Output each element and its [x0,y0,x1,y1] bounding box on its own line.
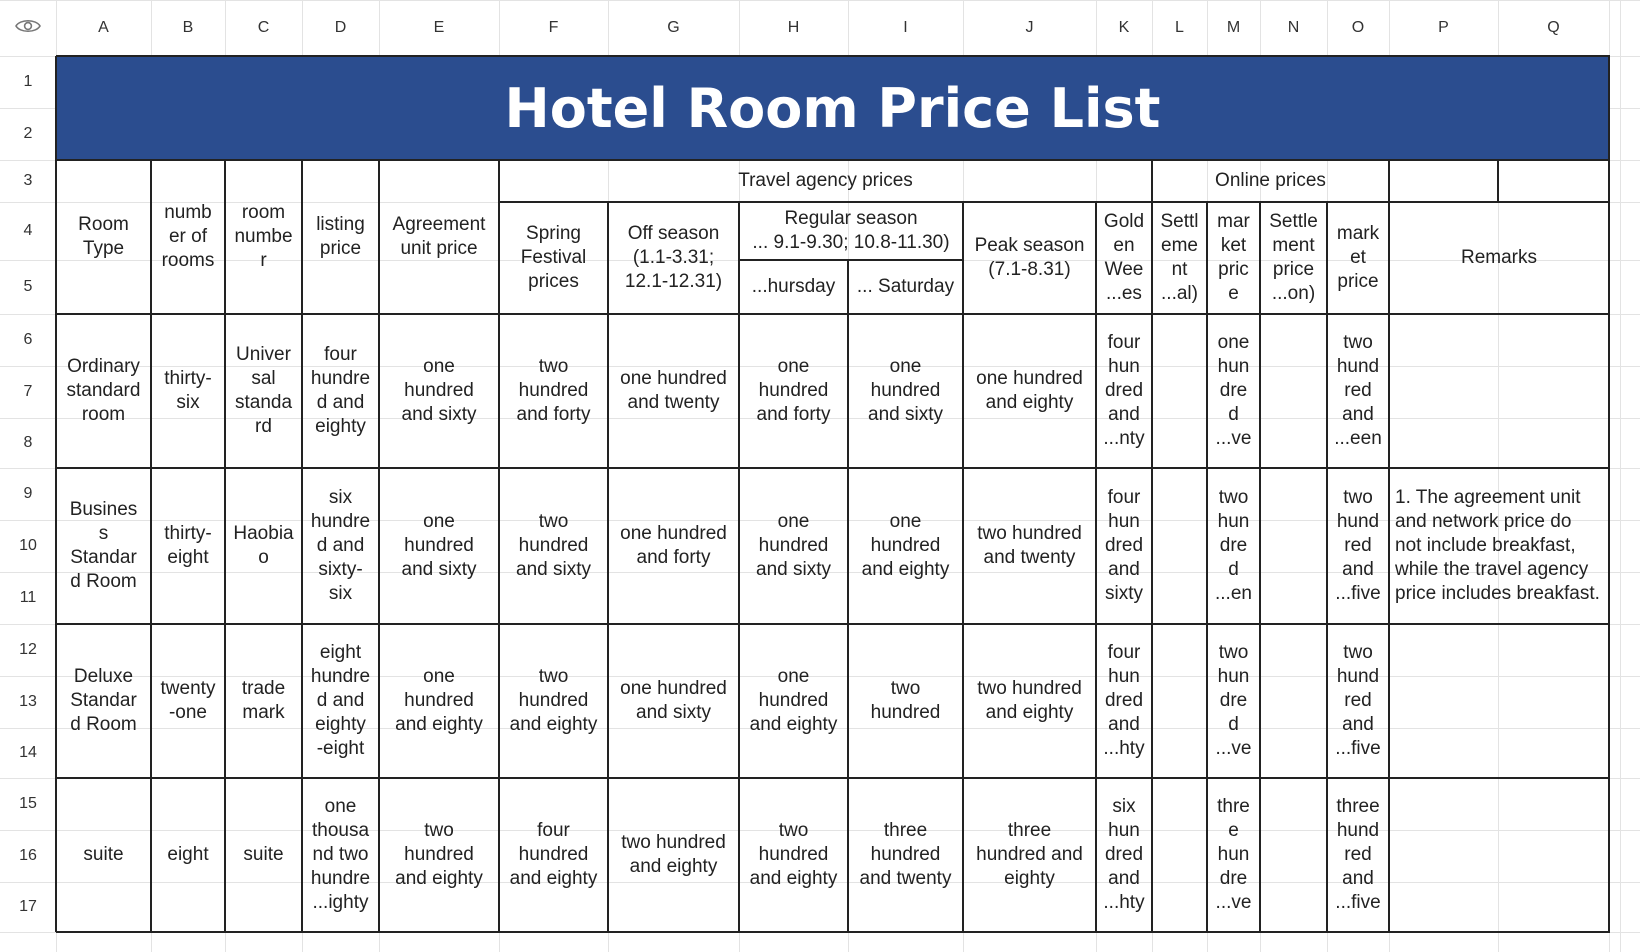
table-cell-room_number[interactable] [225,314,302,468]
table-cell-s1[interactable] [1152,624,1207,778]
cell-text: one hundred and sixty [620,678,727,723]
table-cell-count[interactable] [151,314,225,468]
grid-line [56,777,1610,779]
grid-line [56,313,1610,315]
table-cell-m2[interactable] [1327,468,1389,624]
grid-line [55,56,57,932]
table-cell-peak[interactable] [963,468,1096,624]
group-text: Travel agency prices [738,170,913,191]
cell-text: thre e hun dre ...ve [1215,796,1252,913]
cell-text: four hun dred and sixty [1104,487,1144,604]
column-header-b[interactable]: B [182,19,194,36]
row-header-16[interactable]: 16 [19,847,37,864]
table-cell-agreement[interactable] [379,624,499,778]
row-header-5[interactable]: 5 [23,278,33,295]
grid-line [847,260,849,932]
grid-line [56,55,1610,57]
grid-line [1259,202,1261,932]
group-regular-season[interactable] [739,202,963,260]
grid-line [0,0,1640,1]
grid-line [738,202,740,932]
table-cell-thu[interactable] [739,468,848,624]
table-cell-s1[interactable] [1152,778,1207,932]
table-cell-off[interactable] [608,778,739,932]
row-header-14[interactable]: 14 [19,744,37,761]
cell-text: four hun dred and ...hty [1103,642,1145,759]
cell-text: suite [243,844,284,865]
cell-text: three hundred and eighty [976,820,1083,889]
table-cell-s1[interactable] [1152,314,1207,468]
header-golden-week[interactable] [1096,202,1152,314]
table-cell-room_number[interactable] [225,624,302,778]
grid-line [499,201,1390,203]
table-cell-golden[interactable] [1096,624,1152,778]
cell-text: one hundred and sixty [401,511,477,580]
cell-text: two hundred [870,678,941,723]
cell-text: two hundred and eighty [977,678,1082,723]
header-off-season[interactable] [608,202,739,314]
cell-text: eight hundre d and eighty -eight [310,642,371,759]
header-market-price-2[interactable] [1327,202,1389,314]
header-text: Gold en Wee ...es [1103,211,1145,304]
table-cell-s2[interactable] [1260,468,1327,624]
grid-line [1095,202,1097,932]
grid-line [1388,160,1390,932]
grid-line [498,160,500,932]
column-header-c[interactable]: C [257,19,270,36]
cell-text: one hundred and eighty [976,368,1083,413]
row-header-1[interactable]: 1 [23,73,33,90]
table-cell-agreement[interactable] [379,468,499,624]
header-settlement-1[interactable] [1152,202,1207,314]
header-text: mark et price [1336,223,1380,292]
cell-text: one hundred and forty [756,356,831,425]
header-text: numb er of rooms [161,202,215,271]
table-cell-spring[interactable] [499,624,608,778]
cell-text: two hundred and eighty [749,820,838,889]
table-cell-listing[interactable] [302,778,379,932]
cell-text: four hundred and eighty [509,820,598,889]
cell-text: six hun dred and ...hty [1103,796,1145,913]
group-online[interactable] [1152,160,1389,202]
table-cell-spring[interactable] [499,468,608,624]
table-cell-count[interactable] [151,468,225,624]
remarks-text: 1. The agreement unit and network price do not include breakfast, while the travel agency price includes breakfast. [1395,487,1600,604]
cell-text: one hundred and eighty [749,666,838,735]
table-cell-room_number[interactable] [225,468,302,624]
grid-line [607,202,609,932]
cell-text: two hundred and twenty [977,523,1082,568]
column-header-j[interactable]: J [1025,19,1034,36]
cell-text: two hund red and ...five [1335,642,1381,759]
eye-icon[interactable] [15,18,41,39]
select-all-corner[interactable] [0,0,56,56]
table-cell-room_type[interactable] [56,624,151,778]
grid-line [1151,160,1153,932]
table-cell-m2[interactable] [1327,778,1389,932]
column-header-l[interactable]: L [1175,19,1184,36]
header-listing-price[interactable] [302,160,379,314]
cell-text: trade mark [241,678,286,723]
table-cell-golden[interactable] [1096,778,1152,932]
column-header-k[interactable]: K [1118,19,1130,36]
cell-text: one hundred and eighty [395,666,483,735]
cell-p15[interactable] [1389,778,1609,932]
header-thursday[interactable] [739,260,848,314]
table-cell-peak[interactable] [963,624,1096,778]
grid-line [739,259,964,261]
table-cell-peak[interactable] [963,778,1096,932]
grid-line [962,202,964,932]
cell-text: Ordinary standard room [66,356,141,425]
cell-text: one hundred and sixty [756,511,831,580]
table-cell-spring[interactable] [499,314,608,468]
row-header-11[interactable]: 11 [19,589,37,606]
group-text: Regular season ... 9.1-9.30; 10.8-11.30) [752,208,950,253]
row-header-9[interactable]: 9 [23,485,33,502]
column-header-p[interactable]: P [1438,19,1449,36]
table-cell-golden[interactable] [1096,468,1152,624]
group-text: Online prices [1215,170,1326,191]
cell-text: Univer sal standa rd [234,344,293,437]
table-cell-golden[interactable] [1096,314,1152,468]
column-header-d[interactable]: D [334,19,347,36]
table-cell-agreement[interactable] [379,778,499,932]
table-cell-agreement[interactable] [379,314,499,468]
grid-line [224,160,226,932]
column-header-q[interactable]: Q [1547,19,1560,36]
grid-line [56,467,1610,469]
grid-line [150,160,152,932]
table-cell-s2[interactable] [1260,778,1327,932]
header-text: ...hursday [751,276,836,297]
header-spring-festival[interactable] [499,202,608,314]
header-remarks[interactable] [1389,202,1609,314]
cell-text: two hundred and forty [516,356,591,425]
column-header-a[interactable]: A [98,19,109,36]
column-header-m[interactable]: M [1226,19,1241,36]
table-cell-room_type[interactable] [56,314,151,468]
table-cell-thu[interactable] [739,624,848,778]
grid-line [56,159,1610,161]
row-header-6[interactable]: 6 [23,331,33,348]
column-header-n[interactable]: N [1287,19,1300,36]
header-text: ... Saturday [856,276,955,297]
cell-text: thirty- six [164,368,212,413]
cell-text: suite [83,844,124,865]
column-header-h[interactable]: H [787,19,800,36]
cell-text: two hundred and sixty [516,511,591,580]
table-cell-m1[interactable] [1207,468,1260,624]
table-cell-sat[interactable] [848,314,963,468]
cell-text: two hundred and eighty [509,666,598,735]
column-header-f[interactable]: F [548,19,559,36]
cell-text: one thousa nd two hundre ...ighty [310,796,371,913]
cell-text: one hundred and forty [620,523,727,568]
header-text: Off season (1.1-3.31; 12.1-12.31) [624,223,723,292]
row-header-4[interactable]: 4 [23,222,33,239]
cell-text: two hun dre d ...en [1215,487,1252,604]
cell-text: four hundre d and eighty [310,344,371,437]
header-text: mar ket pric e [1217,211,1250,304]
table-cell-listing[interactable] [302,624,379,778]
table-cell-m1[interactable] [1207,624,1260,778]
cell-text: Deluxe Standar d Room [70,666,137,735]
cell-text: one hun dre d ...ve [1215,332,1252,449]
grid-line [56,931,1610,933]
row-header-15[interactable]: 15 [19,795,37,812]
table-cell-listing[interactable] [302,314,379,468]
grid-line [301,160,303,932]
table-cell-s2[interactable] [1260,624,1327,778]
cell-text: two hundred and eighty [395,820,483,889]
row-header-17[interactable]: 17 [19,898,37,915]
cell-text: one hundred and eighty [861,511,950,580]
column-header-i[interactable]: I [903,19,908,36]
header-peak-season[interactable] [963,202,1096,314]
table-cell-thu[interactable] [739,314,848,468]
grid-line [56,623,1610,625]
cell-text: one hundred and sixty [868,356,943,425]
row-header-10[interactable]: 10 [19,537,37,554]
table-cell-count[interactable] [151,624,225,778]
table-cell-count[interactable] [151,778,225,932]
header-room-type[interactable] [56,160,151,314]
cell-q3[interactable] [1498,160,1609,202]
row-header-13[interactable]: 13 [19,693,37,710]
cell-p3[interactable] [1389,160,1498,202]
header-text: Peak season (7.1-8.31) [974,235,1085,280]
cell-text: one hundred and twenty [620,368,727,413]
table-cell-m1[interactable] [1207,778,1260,932]
table-cell-m2[interactable] [1327,624,1389,778]
title-text: Hotel Room Price List [504,76,1161,140]
table-cell-room_type[interactable] [56,778,151,932]
header-number-of-rooms[interactable] [151,160,225,314]
grid-line [378,160,380,932]
remarks-cell[interactable] [1389,314,1609,778]
table-cell-spring[interactable] [499,778,608,932]
table-cell-peak[interactable] [963,314,1096,468]
table-cell-off[interactable] [608,624,739,778]
header-settlement-2[interactable] [1260,202,1327,314]
table-cell-m1[interactable] [1207,314,1260,468]
header-text: listing price [316,214,365,259]
table-cell-s1[interactable] [1152,468,1207,624]
cell-text: two hundred and eighty [621,832,726,877]
table-cell-room_type[interactable] [56,468,151,624]
cell-text: three hundred and twenty [859,820,952,889]
header-text: Room Type [78,214,129,259]
table-cell-m2[interactable] [1327,314,1389,468]
cell-text: two hun dre d ...ve [1215,642,1252,759]
header-agreement-unit-price[interactable] [379,160,499,314]
cell-text: eight [167,844,209,865]
row-header-8[interactable]: 8 [23,434,33,451]
table-cell-off[interactable] [608,314,739,468]
table-cell-listing[interactable] [302,468,379,624]
grid-line [1620,0,1621,952]
grid-line [1206,202,1208,932]
table-cell-room_number[interactable] [225,778,302,932]
header-text: Settl eme nt ...al) [1160,211,1199,304]
cell-text: one hundred and sixty [401,356,477,425]
table-cell-s2[interactable] [1260,314,1327,468]
column-header-o[interactable]: O [1351,19,1365,36]
column-header-e[interactable]: E [433,19,445,36]
header-text: Settle ment price ...on) [1269,211,1318,304]
table-cell-sat[interactable] [848,778,963,932]
table-cell-off[interactable] [608,468,739,624]
header-market-price-1[interactable] [1207,202,1260,314]
header-room-number[interactable] [225,160,302,314]
grid-line [1326,202,1328,932]
table-cell-sat[interactable] [848,468,963,624]
header-text: Remarks [1460,247,1537,268]
group-travel-agency[interactable] [499,160,1152,202]
grid-line [1608,56,1610,932]
grid-line [1497,160,1499,202]
cell-text: six hundre d and sixty- six [310,487,371,604]
row-header-7[interactable]: 7 [23,383,33,400]
row-header-12[interactable]: 12 [19,641,37,658]
cell-text: Haobia o [233,523,294,568]
column-header-g[interactable]: G [667,19,680,36]
cell-text: two hund red and ...een [1334,332,1382,449]
cell-text: Busines s Standar d Room [69,499,138,592]
header-text: Agreement unit price [392,214,486,259]
cell-text: thirty- eight [164,523,212,568]
row-header-3[interactable]: 3 [23,172,33,189]
cell-text: two hund red and ...five [1335,487,1381,604]
row-header-2[interactable]: 2 [23,125,33,142]
cell-text: three hund red and ...five [1335,796,1381,913]
header-saturday[interactable] [848,260,963,314]
sheet-title[interactable] [56,56,1609,160]
cell-text: four hun dred and ...nty [1103,332,1145,449]
grid-line [1389,201,1610,203]
header-text: Spring Festival prices [520,223,587,292]
cell-text: twenty -one [160,678,216,723]
header-text: room numbe r [234,202,293,271]
table-cell-thu[interactable] [739,778,848,932]
table-cell-sat[interactable] [848,624,963,778]
